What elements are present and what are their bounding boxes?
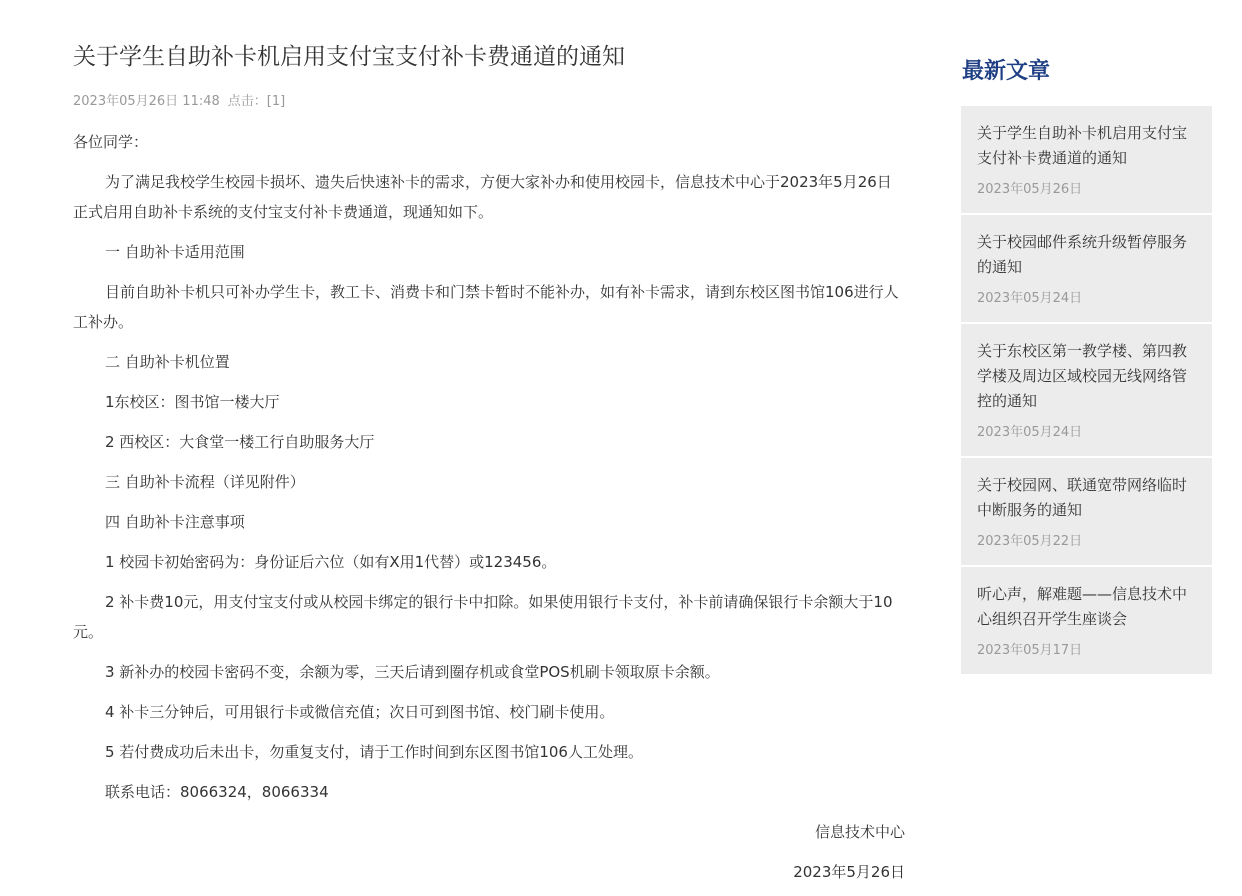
sidebar-heading: 最新文章 [962,59,1051,84]
latest-article-item[interactable] [961,567,1212,674]
signature-date: 2023年5月26日 [793,863,905,881]
clicks-count: [1] [266,94,286,109]
latest-articles-list [961,106,1212,674]
latest-article-title[interactable]: 听心声，解难题——信息技术中心组织召开学生座谈会 [977,585,1188,628]
article [73,40,905,896]
location-west: 2 西校区：大食堂一楼工行自助服务大厅 [105,433,375,451]
latest-article-item[interactable] [961,106,1212,215]
scope-paragraph: 目前自助补卡机只可补办学生卡，教工卡、消费卡和门禁卡暂时不能补办，如有补卡需求，请到东校区图书馆106进行人工补办。 [73,283,899,331]
latest-article-item[interactable] [961,215,1212,324]
location-east: 1东校区：图书馆一楼大厅 [105,393,280,411]
article-body [73,127,905,887]
note-item-1: 1 校园卡初始密码为：身份证后六位（如有X用1代替）或123456。 [105,553,557,571]
article-meta [73,92,905,112]
note-item-3: 3 新补办的校园卡密码不变，余额为零，三天后请到圈存机或食堂POS机刷卡领取原卡余额。 [105,663,720,681]
latest-article-date: 2023年05月24日 [977,425,1083,440]
latest-article-item[interactable] [961,324,1212,458]
sidebar [961,55,1212,674]
section-heading-notes: 四 自助补卡注意事项 [105,513,245,531]
latest-article-item[interactable] [961,458,1212,567]
latest-article-title[interactable]: 关于东校区第一教学楼、第四教学楼及周边区域校园无线网络管控的通知 [977,342,1188,410]
greeting: 各位同学： [73,133,149,151]
clicks-label: 点击： [227,94,267,109]
section-heading-scope: 一 自助补卡适用范围 [105,243,245,261]
latest-article-date: 2023年05月26日 [977,182,1083,197]
latest-article-title[interactable]: 关于校园网、联通宽带网络临时中断服务的通知 [977,476,1188,519]
note-item-4: 4 补卡三分钟后，可用银行卡或微信充值；次日可到图书馆、校门刷卡使用。 [105,703,615,721]
note-item-5: 5 若付费成功后未出卡，勿重复支付，请于工作时间到东区图书馆106人工处理。 [105,743,643,761]
article-title: 关于学生自助补卡机启用支付宝支付补卡费通道的通知 [73,44,625,70]
latest-article-title[interactable]: 关于学生自助补卡机启用支付宝支付补卡费通道的通知 [977,124,1188,167]
note-item-2: 2 补卡费10元，用支付宝支付或从校园卡绑定的银行卡中扣除。如果使用银行卡支付，补卡前请确保银行卡余额大于10元。 [73,593,893,641]
contact-phone: 联系电话：8066324，8066334 [105,783,329,801]
section-heading-process: 三 自助补卡流程（详见附件） [105,473,305,491]
publish-date: 2023年05月26日 11:48 [73,94,220,109]
signature-org: 信息技术中心 [814,823,905,841]
latest-article-date: 2023年05月24日 [977,291,1083,306]
section-heading-location: 二 自助补卡机位置 [105,353,230,371]
latest-article-date: 2023年05月17日 [977,643,1083,658]
intro-paragraph: 为了满足我校学生校园卡损坏、遗失后快速补卡的需求，方便大家补办和使用校园卡，信息技术中心于2023年5月26日正式启用自助补卡系统的支付宝支付补卡费通道，现通知如下。 [73,173,892,221]
latest-article-date: 2023年05月22日 [977,534,1083,549]
latest-article-title[interactable]: 关于校园邮件系统升级暂停服务的通知 [977,233,1188,276]
